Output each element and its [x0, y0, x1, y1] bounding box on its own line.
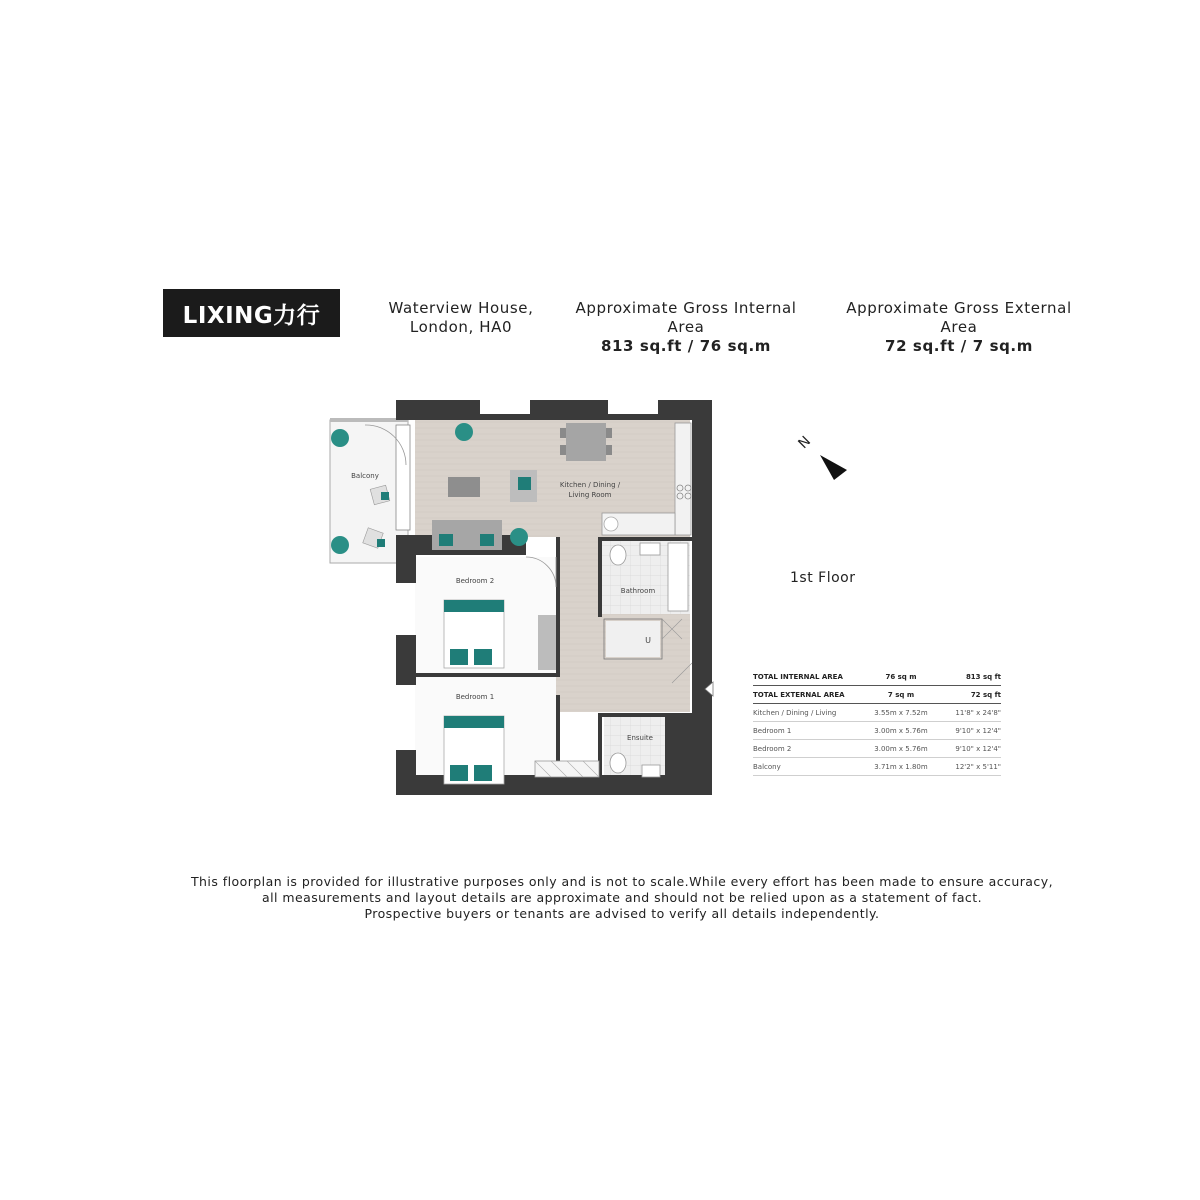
gross-internal-area: [556, 299, 816, 356]
ensuite-basin: [642, 765, 660, 777]
area-table-cell-metric: 76 sq m: [885, 672, 917, 681]
area-table-cell-imperial: 9'10" x 12'4": [955, 726, 1001, 735]
bedroom1-label: Bedroom 1: [455, 693, 495, 701]
bathroom-wc: [610, 545, 626, 565]
disclaimer: [150, 874, 1094, 922]
area-table-cell-imperial: 72 sq ft: [970, 690, 1001, 699]
wardrobe: [535, 761, 599, 777]
kitchen-label-2: Living Room: [568, 491, 612, 499]
brand-logo: LIXING力行: [163, 289, 340, 337]
disclaimer-line-2: all measurements and layout details are approximate and should not be relied upon as a statement of fact.: [261, 890, 983, 905]
area-table-row: [753, 722, 1001, 740]
kitchen-plant: [604, 517, 618, 531]
kitchen-counter: [675, 423, 691, 535]
area-table-cell-imperial: 813 sq ft: [965, 672, 1001, 681]
area-table-cell-metric: 3.00m x 5.76m: [874, 744, 928, 753]
balcony-label: Balcony: [351, 472, 379, 480]
bathroom-basin: [640, 543, 660, 555]
property-address: [376, 299, 546, 337]
bathroom-label: Bathroom: [620, 587, 656, 595]
area-table-row: [753, 668, 1001, 686]
gross-external-value: 72 sq.ft / 7 sq.m: [885, 337, 1033, 355]
area-table-row: [753, 686, 1001, 704]
compass: [790, 425, 860, 490]
utility-label: U: [645, 636, 651, 645]
disclaimer-line-3: Prospective buyers or tenants are advised to verify all details independently.: [364, 906, 880, 921]
ensuite-label: Ensuite: [627, 734, 653, 742]
living-plant-2: [510, 528, 528, 546]
area-table-cell-name: Kitchen / Dining / Living: [753, 708, 837, 717]
dining-table: [566, 423, 606, 461]
area-table-row: [753, 740, 1001, 758]
area-table-cell-imperial: 9'10" x 12'4": [955, 744, 1001, 753]
floor-plan: [320, 395, 720, 800]
area-table-cell-metric: 7 sq m: [887, 690, 915, 699]
area-table-cell-metric: 3.00m x 5.76m: [874, 726, 928, 735]
area-table-cell-name: TOTAL INTERNAL AREA: [753, 672, 843, 681]
gross-internal-value: 813 sq.ft / 76 sq.m: [600, 337, 771, 355]
address-line-2: London, HA0: [409, 318, 513, 336]
utility-floor: [606, 621, 660, 657]
living-plant-1: [455, 423, 473, 441]
disclaimer-line-1: This floorplan is provided for illustrative purposes only and is not to scale.While every effort has been made to ensure accuracy,: [190, 874, 1054, 889]
bedroom2-label: Bedroom 2: [455, 577, 495, 585]
area-table-cell-name: Balcony: [753, 762, 781, 771]
area-table: [753, 668, 1001, 776]
floor-label: 1st Floor: [790, 570, 856, 586]
area-table-row: [753, 704, 1001, 722]
area-table-cell-imperial: 12'2" x 5'11": [955, 762, 1001, 771]
gross-internal-label: Approximate Gross Internal Area: [575, 299, 797, 336]
area-table-cell-metric: 3.55m x 7.52m: [874, 708, 928, 717]
coffee-table: [448, 477, 480, 497]
area-table-cell-imperial: 11'8" x 24'8": [955, 708, 1001, 717]
ensuite-wc: [610, 753, 626, 773]
area-table-cell-metric: 3.71m x 1.80m: [874, 762, 928, 771]
area-table-row: [753, 758, 1001, 776]
area-table-cell-name: Bedroom 2: [753, 744, 792, 753]
gross-external-label: Approximate Gross External Area: [846, 299, 1072, 336]
gross-external-area: [826, 299, 1092, 356]
bathtub: [668, 543, 688, 611]
north-arrow-icon: [820, 455, 847, 480]
address-line-1: Waterview House,: [388, 299, 534, 317]
area-table-cell-name: Bedroom 1: [753, 726, 792, 735]
area-table-cell-name: TOTAL EXTERNAL AREA: [753, 690, 845, 699]
compass-n-label: N: [795, 433, 815, 453]
kitchen-label-1: Kitchen / Dining /: [559, 481, 621, 489]
